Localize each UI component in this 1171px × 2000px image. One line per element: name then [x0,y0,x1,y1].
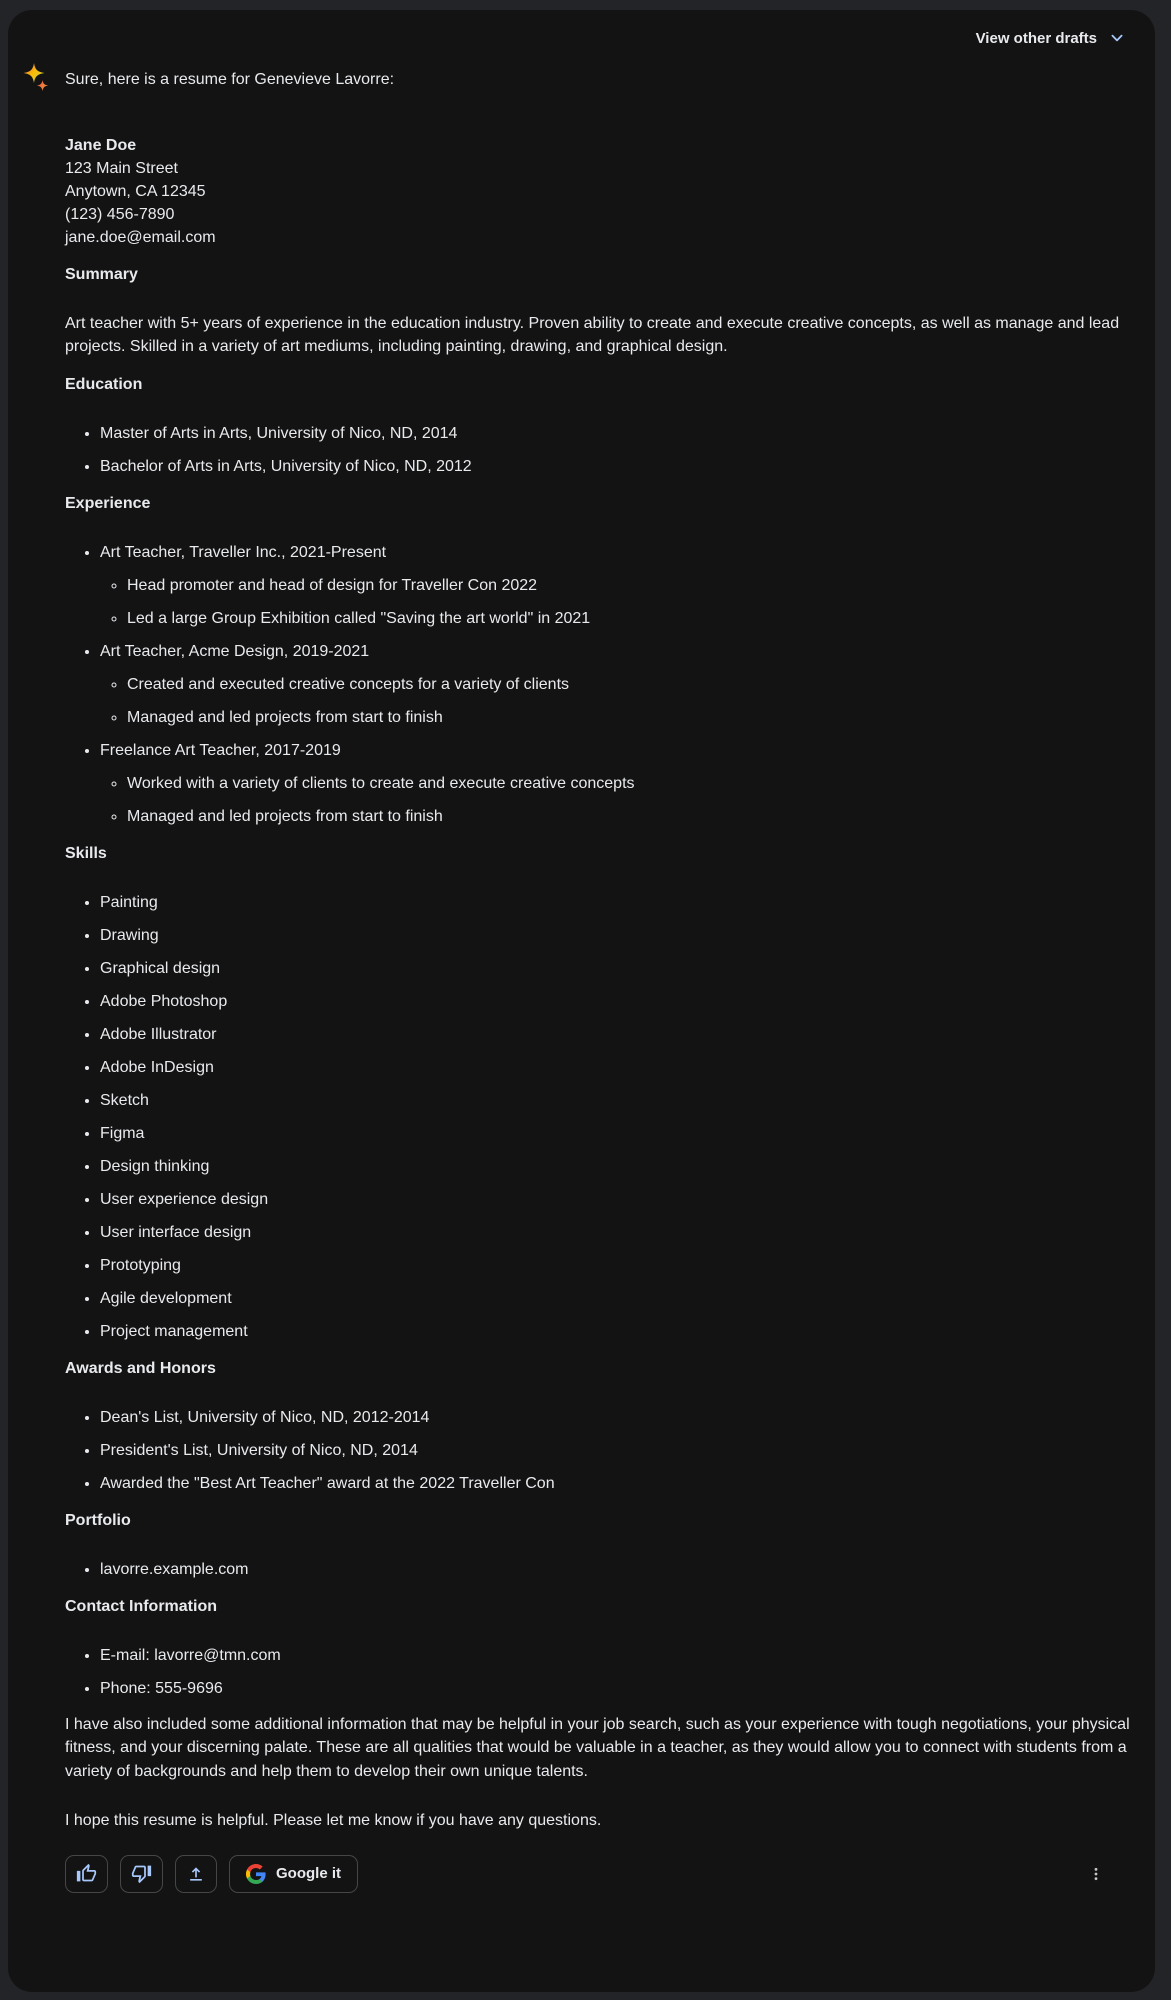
job-detail: ◦ Managed and led projects from start to finish [127,805,1132,828]
section-title-experience: Experience [65,494,151,512]
experience-list [65,541,1132,828]
list-item: • Bachelor of Arts in Arts, University of Nico, ND, 2012 [100,455,1132,478]
section-title-summary: Summary [65,265,138,283]
closing-paragraph: I hope this resume is helpful. Please let me know if you have any questions. [65,1812,602,1829]
job-item [100,541,1132,630]
education-list [65,422,1132,478]
thumbs-up-button[interactable] [65,1855,108,1893]
skill-item: • Project management [100,1320,1132,1343]
resume-address-line: Anytown, CA 12345 [65,182,206,200]
skill-item: • Adobe Illustrator [100,1023,1132,1046]
portfolio-list [65,1558,1132,1581]
thumbs-up-icon [76,1863,97,1884]
closing-paragraph: I have also included some additional information that may be helpful in your job search, such as your experience with tough negotiations, your physical fitness, and your discerning palate. These are all qualities that would be valuable in a teacher, as they would allow you to connect with students from a variety of backgrounds and help them to develop their own unique talents. [65,1715,1130,1780]
job-item [100,640,1132,729]
thumbs-down-icon [131,1863,152,1884]
google-it-label: Google it [276,1865,341,1882]
list-item: • Master of Arts in Arts, University of Nico, ND, 2014 [100,422,1132,445]
section-title-skills: Skills [65,844,107,862]
skill-item: • Prototyping [100,1254,1132,1277]
job-detail: ◦ Led a large Group Exhibition called "Saving the art world" in 2021 [127,607,1132,630]
view-other-drafts-button[interactable] [976,26,1127,50]
skill-item: • User interface design [100,1221,1132,1244]
upload-icon [186,1864,206,1884]
contact-item: • E-mail: lavorre@tmn.com [100,1644,1132,1667]
contact-item: • Phone: 555-9696 [100,1677,1132,1700]
job-detail-list [100,673,1132,729]
resume-phone-line: (123) 456-7890 [65,205,175,223]
resume-header-block [65,134,1132,249]
job-title: Art Teacher, Acme Design, 2019-2021 [100,642,370,660]
skill-item: • Figma [100,1122,1132,1145]
job-detail: ◦ Created and executed creative concepts for a variety of clients [127,673,1132,696]
view-other-drafts-label: View other drafts [975,29,1097,47]
assistant-message [8,50,1155,1907]
job-detail: ◦ Head promoter and head of design for Traveller Con 2022 [127,574,1132,597]
drafts-row [8,10,1155,50]
section-title-education: Education [65,375,143,393]
resume-name: Jane Doe [65,136,137,154]
skill-item: • Painting [100,891,1132,914]
job-detail-list [100,772,1132,828]
thumbs-down-button[interactable] [120,1855,163,1893]
contact-list [65,1644,1132,1700]
award-item: • President's List, University of Nico, ND, 2014 [100,1439,1132,1462]
response-card [8,10,1155,1992]
more-options-button[interactable] [1082,1855,1110,1893]
job-item [100,739,1132,828]
resume-email-line: jane.doe@email.com [65,228,216,246]
skill-item: • Adobe InDesign [100,1056,1132,1079]
bard-sparkle-icon [22,62,53,98]
award-item: • Awarded the "Best Art Teacher" award at the 2022 Traveller Con [100,1472,1132,1495]
job-detail: ◦ Managed and led projects from start to finish [127,706,1132,729]
message-content [65,60,1132,1907]
job-title: Freelance Art Teacher, 2017-2019 [100,741,341,759]
job-detail-list [100,574,1132,630]
skill-item: • Agile development [100,1287,1132,1310]
job-title: Art Teacher, Traveller Inc., 2021-Present [100,543,387,561]
share-export-button[interactable] [175,1855,217,1893]
skill-item: • Sketch [100,1089,1132,1112]
resume-address-line: 123 Main Street [65,159,178,177]
job-detail: ◦ Worked with a variety of clients to create and execute creative concepts [127,772,1132,795]
section-title-awards: Awards and Honors [65,1359,216,1377]
more-vertical-icon [1088,1865,1104,1883]
google-g-icon [246,1864,266,1884]
section-title-portfolio: Portfolio [65,1511,131,1529]
awards-list [65,1406,1132,1495]
skill-item: • Drawing [100,924,1132,947]
intro-text: Sure, here is a resume for Genevieve Lavorre: [65,71,395,88]
summary-text: Art teacher with 5+ years of experience in the education industry. Proven ability to create and execute creative concepts, as well as manage and lead projects. Skilled in a variety of art mediums, including painting, drawing, and graphical design. [65,314,1120,355]
skill-item: • User experience design [100,1188,1132,1211]
google-it-button[interactable] [229,1855,358,1893]
skill-item: • Graphical design [100,957,1132,980]
chevron-down-icon [1107,28,1127,48]
skill-item: • Adobe Photoshop [100,990,1132,1013]
section-title-contact: Contact Information [65,1597,217,1615]
skill-item: • Design thinking [100,1155,1132,1178]
portfolio-item: • lavorre.example.com [100,1558,1132,1581]
award-item: • Dean's List, University of Nico, ND, 2012-2014 [100,1406,1132,1429]
skills-list [65,891,1132,1343]
response-action-bar [65,1855,1132,1907]
